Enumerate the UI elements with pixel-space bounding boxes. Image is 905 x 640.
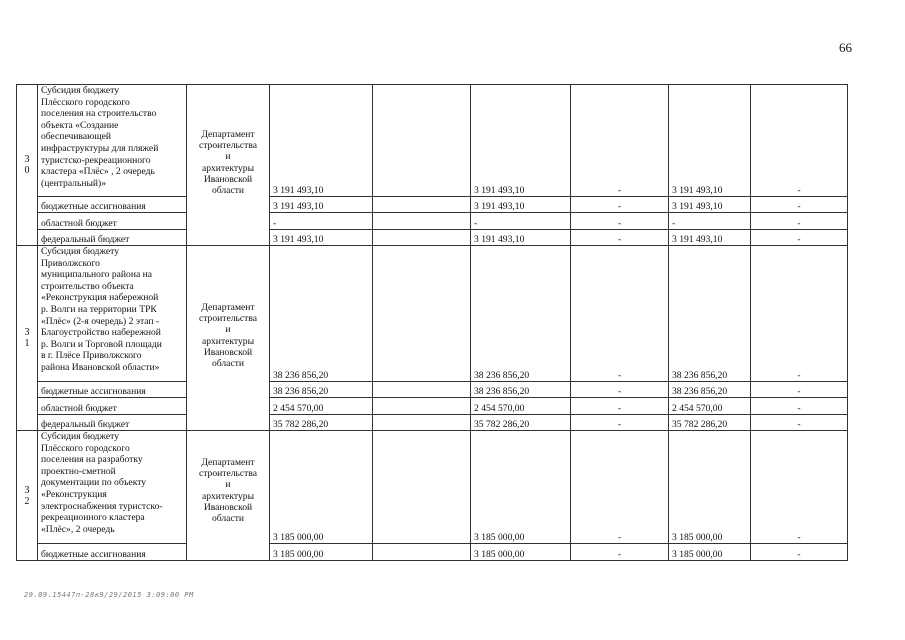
department-cell: Департамент строительства и архитектуры Ивановской области bbox=[187, 431, 270, 561]
value-cell: 35 782 286,20 bbox=[270, 415, 373, 431]
row-description: Субсидия бюджету Плёсского городского поселения на строительство объекта «Создание обеспечивающей инфраструктуры для пляжей туристско-рекреационного кластера «Плёс» , 2 очередь (центральный)» bbox=[38, 85, 187, 197]
value-cell: 3 191 493,10 bbox=[471, 85, 571, 197]
sub-label: областной бюджет bbox=[38, 398, 187, 415]
table-row bbox=[17, 246, 848, 382]
value-cell: - bbox=[471, 213, 571, 230]
row-number: 3 1 bbox=[17, 246, 38, 431]
dash-cell: - bbox=[571, 213, 669, 230]
empty-cell bbox=[373, 382, 471, 398]
dash-cell: - bbox=[751, 382, 848, 398]
table-row bbox=[17, 382, 848, 398]
dash-cell: - bbox=[751, 398, 848, 415]
value-cell: 38 236 856,20 bbox=[669, 246, 751, 382]
dash-cell: - bbox=[571, 415, 669, 431]
value-cell: 3 191 493,10 bbox=[270, 230, 373, 246]
value-cell: 3 185 000,00 bbox=[270, 544, 373, 561]
empty-cell bbox=[373, 431, 471, 544]
empty-cell bbox=[373, 85, 471, 197]
department-cell: Департамент строительства и архитектуры Ивановской области bbox=[187, 85, 270, 246]
dash-cell: - bbox=[571, 544, 669, 561]
value-cell: 3 191 493,10 bbox=[471, 230, 571, 246]
row-number: 3 0 bbox=[17, 85, 38, 246]
empty-cell bbox=[373, 213, 471, 230]
sub-label: федеральный бюджет bbox=[38, 415, 187, 431]
value-cell: - bbox=[669, 213, 751, 230]
empty-cell bbox=[373, 544, 471, 561]
dash-cell: - bbox=[751, 85, 848, 197]
table-row bbox=[17, 431, 848, 544]
dash-cell: - bbox=[751, 197, 848, 213]
dash-cell: - bbox=[751, 246, 848, 382]
dash-cell: - bbox=[571, 197, 669, 213]
value-cell: 2 454 570,00 bbox=[471, 398, 571, 415]
value-cell: 3 191 493,10 bbox=[669, 230, 751, 246]
table-row bbox=[17, 85, 848, 197]
dash-cell: - bbox=[751, 230, 848, 246]
sub-label: бюджетные ассигнования bbox=[38, 544, 187, 561]
dash-cell: - bbox=[571, 398, 669, 415]
table-row bbox=[17, 544, 848, 561]
footer-stamp: 29.09.15447п-28к9/29/2015 3:09:00 PM bbox=[24, 591, 194, 599]
table-row bbox=[17, 230, 848, 246]
dash-cell: - bbox=[751, 213, 848, 230]
value-cell: 38 236 856,20 bbox=[270, 382, 373, 398]
row-description: Субсидия бюджету Приволжского муниципального района на строительство объекта «Реконструкция набережной р. Волги на территории ТРК «Плёс» (2-я очередь) 2 этап - Благоустройство набережной р. Волги и Торговой площади в г. Плёсе Приволжского района Ивановской области» bbox=[38, 246, 187, 382]
value-cell: 3 185 000,00 bbox=[471, 544, 571, 561]
value-cell: 3 185 000,00 bbox=[669, 544, 751, 561]
value-cell: 3 191 493,10 bbox=[669, 85, 751, 197]
sub-label: областной бюджет bbox=[38, 213, 187, 230]
value-cell: 3 191 493,10 bbox=[669, 197, 751, 213]
dash-cell: - bbox=[571, 246, 669, 382]
department-cell: Департамент строительства и архитектуры Ивановской области bbox=[187, 246, 270, 431]
dash-cell: - bbox=[751, 415, 848, 431]
value-cell: 3 191 493,10 bbox=[270, 85, 373, 197]
value-cell: 3 191 493,10 bbox=[270, 197, 373, 213]
value-cell: 3 185 000,00 bbox=[471, 431, 571, 544]
table-row bbox=[17, 197, 848, 213]
empty-cell bbox=[373, 197, 471, 213]
dash-cell: - bbox=[571, 382, 669, 398]
budget-table bbox=[16, 84, 848, 561]
row-description: Субсидия бюджету Плёсского городского поселения на разработку проектно-сметной документации по объекту «Реконструкция электроснабжения туристско- рекреационного кластера «Плёс», 2 очередь bbox=[38, 431, 187, 544]
value-cell: 38 236 856,20 bbox=[471, 246, 571, 382]
dash-cell: - bbox=[571, 431, 669, 544]
value-cell: 38 236 856,20 bbox=[669, 382, 751, 398]
value-cell: 2 454 570,00 bbox=[270, 398, 373, 415]
value-cell: 35 782 286,20 bbox=[471, 415, 571, 431]
sub-label: федеральный бюджет bbox=[38, 230, 187, 246]
value-cell: 38 236 856,20 bbox=[270, 246, 373, 382]
table-row bbox=[17, 213, 848, 230]
dash-cell: - bbox=[571, 230, 669, 246]
empty-cell bbox=[373, 415, 471, 431]
empty-cell bbox=[373, 230, 471, 246]
dash-cell: - bbox=[751, 544, 848, 561]
dash-cell: - bbox=[571, 85, 669, 197]
table-row bbox=[17, 398, 848, 415]
page-number: 66 bbox=[839, 40, 852, 55]
table-row bbox=[17, 415, 848, 431]
dash-cell: - bbox=[751, 431, 848, 544]
value-cell: 2 454 570,00 bbox=[669, 398, 751, 415]
value-cell: 35 782 286,20 bbox=[669, 415, 751, 431]
sub-label: бюджетные ассигнования bbox=[38, 382, 187, 398]
empty-cell bbox=[373, 246, 471, 382]
value-cell: 38 236 856,20 bbox=[471, 382, 571, 398]
value-cell: 3 185 000,00 bbox=[669, 431, 751, 544]
empty-cell bbox=[373, 398, 471, 415]
value-cell: 3 185 000,00 bbox=[270, 431, 373, 544]
value-cell: - bbox=[270, 213, 373, 230]
row-number: 3 2 bbox=[17, 431, 38, 561]
value-cell: 3 191 493,10 bbox=[471, 197, 571, 213]
sub-label: бюджетные ассигнования bbox=[38, 197, 187, 213]
